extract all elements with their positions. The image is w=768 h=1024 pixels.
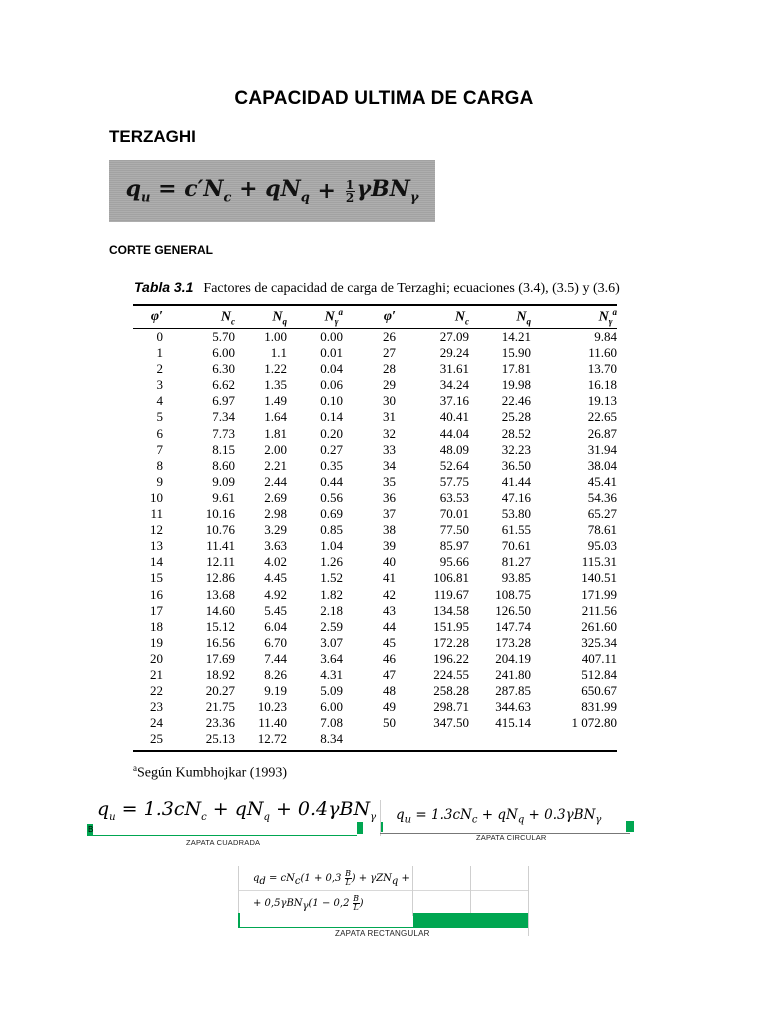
table-cell: 36 [383,489,396,505]
table-cell: 48.09 [439,441,469,457]
table-cell: 7.08 [320,715,343,731]
table-cell: 95.66 [439,554,469,570]
table-cell: 134.58 [433,602,469,618]
table-cell: 5.45 [264,602,287,618]
table-cell: 42 [383,586,396,602]
rect-underline [238,927,528,928]
table-row [133,474,617,490]
table-cell: 25 [150,731,163,747]
table-cell: 12.72 [257,731,287,747]
table-row [133,377,617,393]
table-cell: 28.52 [501,425,531,441]
table-row [133,715,617,731]
table-cell: 8.34 [320,731,343,747]
table-cell: 344.63 [495,699,531,715]
table-cell: 0.56 [320,489,343,505]
table-cell: 4.92 [264,586,287,602]
table-cell: 0.69 [320,506,343,522]
table-cell: 85.97 [439,538,469,554]
table-cell: 2.00 [264,441,287,457]
table-cell: 81.27 [501,554,531,570]
table-cell: 325.34 [581,634,617,650]
table-cell: 287.85 [495,683,531,699]
table-row [133,603,617,619]
table-cell: 47 [383,666,396,682]
table-cell: 45 [383,634,396,650]
table-cell: 13.68 [205,586,235,602]
table-cell: 1.04 [320,538,343,554]
table-cell: 1.35 [264,377,287,393]
table-cell: 40.41 [439,409,469,425]
rect-cell-marker [238,913,240,927]
table-row [133,506,617,522]
table-header-cell: $N_c$ [454,309,469,327]
table-cell: 173.28 [495,634,531,650]
table-cell: 171.99 [581,586,617,602]
table-cell: 0.00 [320,329,343,344]
table-cell: 20 [150,650,163,666]
table-header-cell: φ′ [150,309,163,324]
table-cell: 19 [150,634,163,650]
table-cell: 18.92 [205,666,235,682]
rect-formula-line-1: $q_d = cN_c(1 + 0,3$ $\frac{B}{L}$ ) + γZN$_q$ + [253,869,410,887]
table-cell [531,731,617,747]
table-cell: 5.09 [320,683,343,699]
table-header-cell: $N_q$ [516,309,531,327]
method-heading: TERZAGHI [109,127,196,146]
table-cell: 46 [383,650,396,666]
table-cell: 224.55 [433,666,469,682]
table-cell: 0.20 [320,425,343,441]
table-cell: 6.97 [212,393,235,409]
table-cell: 70.01 [439,506,469,522]
table-cell: 6.30 [212,361,235,377]
table-cell: 30 [383,393,396,409]
terzaghi-equation-image [109,160,435,222]
table-cell: 3.07 [320,634,343,650]
table-cell: 38 [383,522,396,538]
table-caption: Tabla 3.1 Factores de capacidad de carga de Terzaghi; ecuaciones (3.4), (3.5) y (3.6) [134,279,620,296]
table-cell: 9.84 [594,329,617,344]
table-cell: 17 [150,602,163,618]
table-cell: 23.36 [205,715,235,731]
table-cell: 12.86 [205,570,235,586]
table-cell: 172.28 [433,634,469,650]
table-cell: 37.16 [439,393,469,409]
table-row [133,635,617,651]
table-cell: 204.19 [495,650,531,666]
table-cell: 26 [383,329,396,344]
table-cell: 63.53 [439,489,469,505]
table-cell: 3.29 [264,522,287,538]
bearing-factors-table-image [133,279,620,752]
table-row [133,490,617,506]
table-cell: 0.04 [320,361,343,377]
table-row [133,409,617,425]
square-underline [87,835,357,836]
table-cell: 0.35 [320,457,343,473]
table-cell: 7.44 [264,650,287,666]
circular-footing-formula: $q_u = 1.3cN_c + qN_q + 0.3\gamma BN_\gamma$ [396,807,602,826]
table-row [133,683,617,699]
table-cell: 23 [150,699,163,715]
table-cell [396,731,469,747]
table-cell: 14.21 [501,329,531,344]
table-cell: 19.13 [587,393,617,409]
eq-plus: + [317,178,336,204]
table-cell: 2.98 [264,506,287,522]
table-footnote: $^a$Según Kumbhojkar (1993) [133,763,288,781]
section-heading: CORTE GENERAL [109,243,214,257]
table-cell: 4.31 [320,666,343,682]
table-cell: 115.31 [581,554,617,570]
eq-lhs: $q_u$ [125,176,151,206]
table-cell: 31.94 [587,441,617,457]
table-cell: 1.52 [320,570,343,586]
table-cell: 34 [383,457,396,473]
eq-term-gamma: γBN$_\gamma$ [356,176,419,206]
square-footing-caption: ZAPATA CUADRADA [186,838,261,847]
table-header-cell: $N_c$ [220,309,235,327]
table-cell: 108.75 [495,586,531,602]
rect-formula-line-2: + 0,5γBN$_\gamma$(1 − 0,2 $\frac{B}{L}$ ) [253,894,364,912]
table-cell: 28 [383,361,396,377]
table-cell: 16 [150,586,163,602]
table-cell: 151.95 [433,618,469,634]
table-cell: 1.49 [264,393,287,409]
table-cell: 8.15 [212,441,235,457]
table-cell: 34.24 [439,377,469,393]
table-cell: 0.06 [320,377,343,393]
table-cell: 77.50 [439,522,469,538]
table-cell: 32.23 [501,441,531,457]
table-row [133,345,617,361]
table-cell: 57.75 [439,473,469,489]
table-cell: 15.12 [205,618,235,634]
table-cell: 95.03 [587,538,617,554]
table-cell: 5.70 [212,329,235,344]
table-cell: 11.60 [588,345,617,361]
table-cell: 3.63 [264,538,287,554]
table-row [133,458,617,474]
table-cell: 43 [383,602,396,618]
table-cell: 50 [383,715,396,731]
table-row [133,619,617,635]
table-cell: 44.04 [439,425,469,441]
table-cell: 9.61 [212,489,235,505]
rectangular-footing-formula [253,868,410,918]
table-cell: 6.00 [320,699,343,715]
table-cell: 1 072.80 [571,715,617,731]
table-cell: 140.51 [581,570,617,586]
table-header-cell: φ′ [383,309,396,324]
table-cell: 9 [156,473,163,489]
table-cell: 415.14 [495,715,531,731]
square-footing-formula: $q_u = 1.3cN_c + qN_q + 0.4\gamma BN_\gamma$ [97,798,377,823]
table-cell: 11.40 [258,715,287,731]
table-cell: 298.71 [433,699,469,715]
table-cell: 22.65 [587,409,617,425]
factors-table [133,306,617,747]
rect-green-cell-range [413,913,528,927]
rect-grid-line-5 [528,866,529,936]
table-cell: 6.62 [212,377,235,393]
table-cell: 9.09 [212,473,235,489]
table-cell: 119.67 [433,586,469,602]
table-cell: 53.80 [501,506,531,522]
table-cell: 29 [383,377,396,393]
eq-half-fraction: $\frac{1}{2}$ [345,177,355,205]
table-row [133,538,617,554]
table-cell: 258.28 [433,683,469,699]
table-cell: 147.74 [495,618,531,634]
table-cell: 407.11 [581,650,617,666]
table-cell [343,731,396,747]
table-cell: 25.28 [501,409,531,425]
table-row [133,570,617,586]
table-cell: 4.02 [264,554,287,570]
page-title: CAPACIDAD ULTIMA DE CARGA [234,88,534,109]
square-cell-letter: B [88,825,94,834]
table-cell: 21 [150,666,163,682]
table-cell: 11 [150,506,163,522]
table-cell: 20.27 [205,683,235,699]
table-cell: 2.21 [264,457,287,473]
table-cell: 10.23 [257,699,287,715]
table-cell: 44 [383,618,396,634]
table-cell: 33 [383,441,396,457]
table-row [133,442,617,458]
table-cell: 78.61 [587,522,617,538]
table-cell [469,731,531,747]
table-cell: 3.64 [320,650,343,666]
table-row [133,329,617,346]
table-cell: 16.56 [205,634,235,650]
table-cell: 1.64 [264,409,287,425]
table-header-cell: $N_q$ [272,309,287,327]
table-cell: 31.61 [439,361,469,377]
table-cell: 106.81 [433,570,469,586]
table-cell: 93.85 [501,570,531,586]
table-cell: 10.76 [205,522,235,538]
table-cell: 10.16 [205,506,235,522]
table-cell: 2 [156,361,163,377]
table-cell: 26.87 [587,425,617,441]
table-cell: 8.26 [264,666,287,682]
table-cell: 22.46 [501,393,531,409]
table-cell: 65.27 [587,506,617,522]
table-cell: 0.10 [320,393,343,409]
table-cell: 70.61 [501,538,531,554]
table-cell: 27.09 [439,329,469,344]
table-cell: 512.84 [581,666,617,682]
table-cell: 19.98 [501,377,531,393]
rect-grid-line-3 [412,866,413,916]
table-cell: 6.70 [264,634,287,650]
table-cell: 32 [383,425,396,441]
table-cell: 4.45 [264,570,287,586]
table-cell: 0 [156,329,163,344]
table-row [133,393,617,409]
table-cell: 1 [156,345,163,361]
table-cell: 3 [156,377,163,393]
table-cell: 7.73 [212,425,235,441]
rectangular-footing-caption: ZAPATA RECTANGULAR [335,929,430,938]
table-cell: 61.55 [501,522,531,538]
table-cell: 41.44 [501,473,531,489]
table-cell: 36.50 [501,457,531,473]
table-cell: 196.22 [433,650,469,666]
table-cell: 1.81 [264,425,287,441]
table-cell: 17.81 [501,361,531,377]
table-cell: 16.18 [587,377,617,393]
table-cell: 2.18 [320,602,343,618]
table-cell: 261.60 [581,618,617,634]
square-cell-handle [357,822,363,834]
table-cell: 0.85 [320,522,343,538]
table-cell: 29.24 [439,345,469,361]
table-cell: 25.13 [205,731,235,747]
table-cell: 0.27 [320,441,343,457]
table-cell: 17.69 [205,650,235,666]
table-cell: 1.26 [320,554,343,570]
table-row [133,699,617,715]
eq-term-c: = $c'N_c$ [158,176,232,206]
table-cell: 10 [150,489,163,505]
rect-grid-line-4 [470,866,471,916]
table-cell: 7.34 [212,409,235,425]
table-cell: 5 [156,409,163,425]
table-cell: 0.14 [320,409,343,425]
table-cell: 15.90 [501,345,531,361]
table-cell: 24 [150,715,163,731]
table-row [133,522,617,538]
table-cell: 41 [383,570,396,586]
table-cell: 13.70 [587,361,617,377]
table-cell: 15 [150,570,163,586]
table-cell: 9.19 [264,683,287,699]
table-cell: 211.56 [581,602,617,618]
table-cell: 45.41 [587,473,617,489]
table-cell: 35 [383,473,396,489]
table-cell: 8.60 [212,457,235,473]
table-cell: 1.82 [320,586,343,602]
table-cell: 27 [383,345,396,361]
table-row [133,731,617,747]
table-cell: 52.64 [439,457,469,473]
table-cell: 49 [383,699,396,715]
table-cell: 1.00 [264,329,287,344]
table-cell: 126.50 [495,602,531,618]
table-row [133,667,617,683]
table-cell: 6.04 [264,618,287,634]
table-cell: 241.80 [495,666,531,682]
table-cell: 18 [150,618,163,634]
table-cell: 6 [156,425,163,441]
table-cell: 21.75 [205,699,235,715]
rect-fraction-1: $\frac{B}{L}$ [345,869,352,887]
table-row [133,587,617,603]
table-row [133,651,617,667]
eq-term-q: + $qN_q$ [239,176,310,206]
table-cell: 12 [150,522,163,538]
table-header-cell: $N_\gamma^a$ [598,307,617,327]
table-cell: 650.67 [581,683,617,699]
table-cell: 4 [156,393,163,409]
table-cell: 13 [150,538,163,554]
table-cell: 12.11 [206,554,235,570]
table-row [133,554,617,570]
table-cell: 38.04 [587,457,617,473]
table-cell: 347.50 [433,715,469,731]
table-cell: 31 [383,409,396,425]
circular-cell-handle [626,821,634,832]
table-cell: 2.44 [264,473,287,489]
table-cell: 8 [156,457,163,473]
table-cell: 2.69 [264,489,287,505]
table-cell: 11.41 [206,538,235,554]
rect-fraction-2: $\frac{B}{L}$ [353,894,360,912]
table-cell: 2.59 [320,618,343,634]
table-cell: 22 [150,683,163,699]
table-header-cell: $N_\gamma^a$ [324,307,343,327]
table-bottom-rule [133,750,617,752]
table-cell: 831.99 [581,699,617,715]
table-cell: 1.1 [270,345,287,361]
table-cell: 54.36 [587,489,617,505]
table-row [133,426,617,442]
circular-cell-marker [381,822,383,832]
table-cell: 14.60 [205,602,235,618]
table-cell: 14 [150,554,163,570]
table-cell: 0.01 [320,345,343,361]
table-row [133,361,617,377]
table-cell: 0.44 [320,473,343,489]
table-cell: 6.00 [212,345,235,361]
circular-footing-caption: ZAPATA CIRCULAR [476,833,547,842]
table-header-row [133,306,617,329]
table-cell: 1.22 [264,361,287,377]
table-cell: 7 [156,441,163,457]
table-cell: 37 [383,506,396,522]
table-cell: 40 [383,554,396,570]
table-cell: 39 [383,538,396,554]
table-cell: 47.16 [501,489,531,505]
table-cell: 48 [383,683,396,699]
